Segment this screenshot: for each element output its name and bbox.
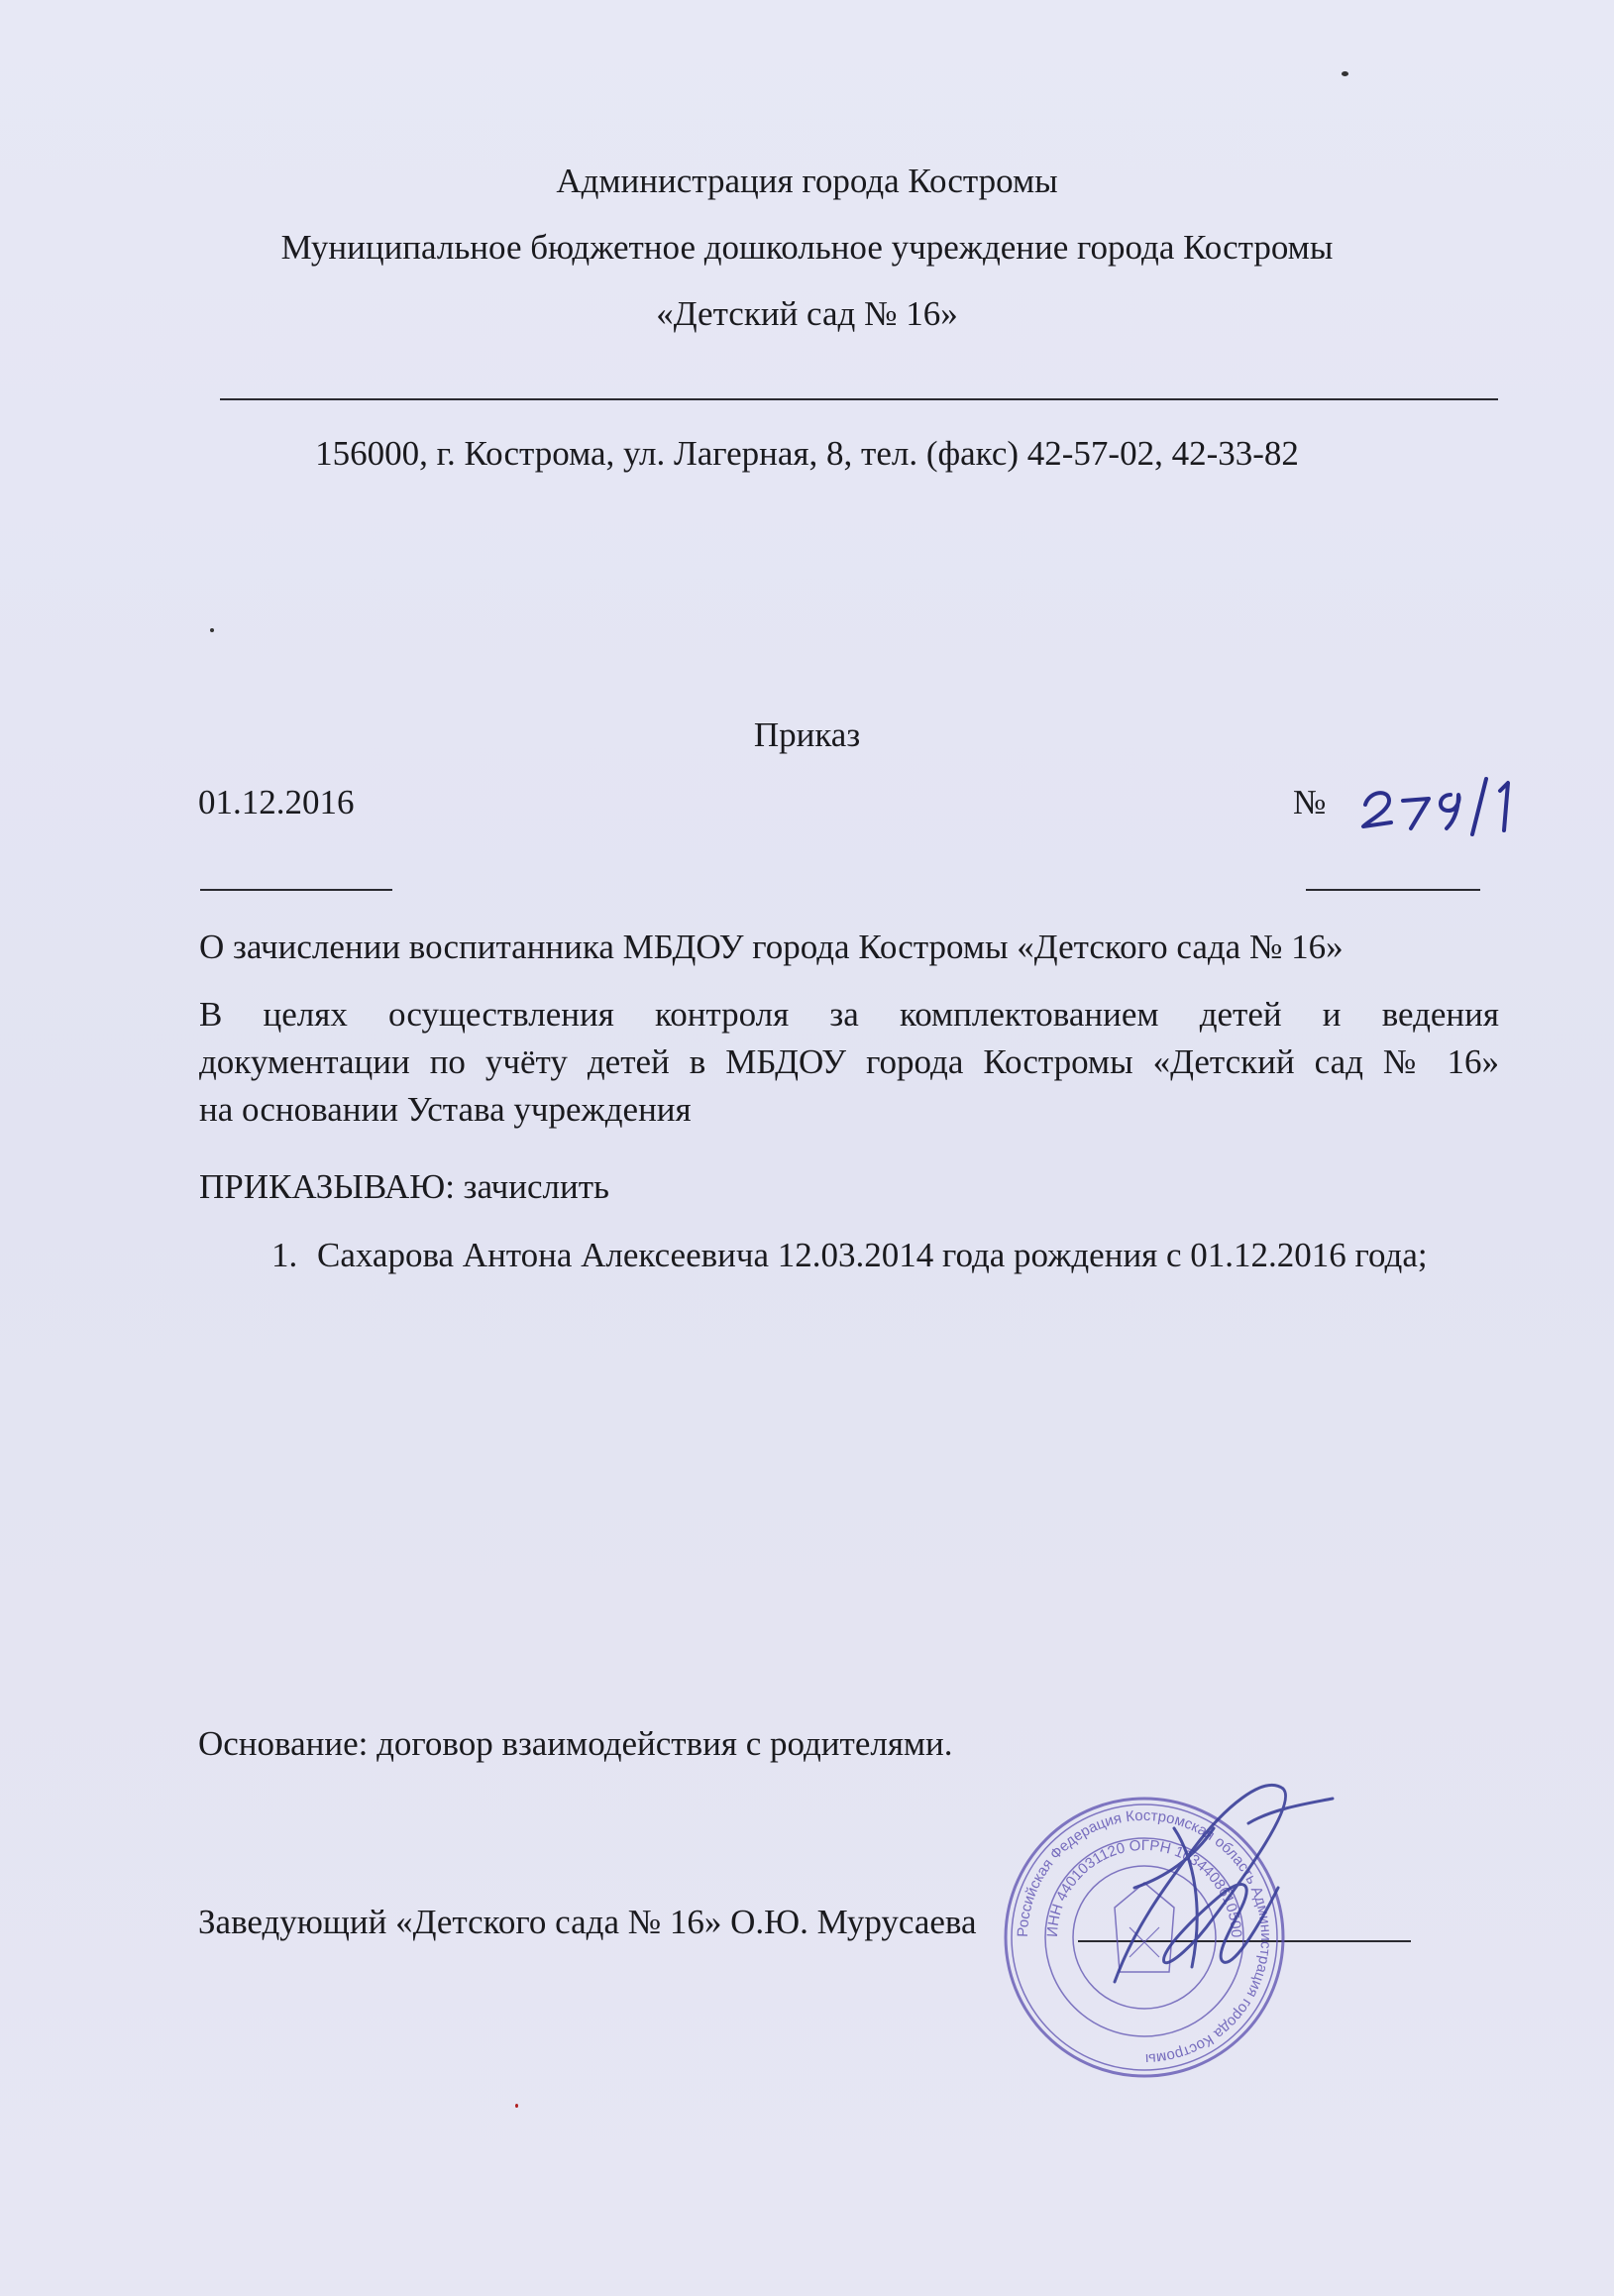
number-underline (1306, 889, 1480, 891)
preamble-line: документации по учёту детей в МБДОУ города Костромы «Детский сад № 16» (199, 1042, 1499, 1081)
handwritten-signature (1075, 1769, 1352, 2007)
paper-speck (1342, 71, 1348, 76)
order-basis: Основание: договор взаимодействия с родителями. (198, 1724, 953, 1763)
signatory-line: Заведующий «Детского сада № 16» О.Ю. Мурусаева (198, 1903, 977, 1941)
date-underline (200, 889, 392, 891)
order-subject: О зачислении воспитанника МБДОУ города Костромы «Детского сада № 16» (199, 928, 1344, 966)
list-item-marker: 1. (271, 1236, 298, 1274)
order-title: Приказ (753, 715, 861, 754)
preamble-line: на основании Устава учреждения (199, 1090, 692, 1129)
order-directive: ПРИКАЗЫВАЮ: зачислить (199, 1167, 609, 1206)
stamp-outer-text: Российская Федерация Костромская область Администрация города Костромы (1014, 1806, 1275, 2068)
list-item: Сахарова Антона Алексеевича 12.03.2014 года рождения с 01.12.2016 года; (317, 1236, 1428, 1274)
header-address: 156000, г. Кострома, ул. Лагерная, 8, тел. (факс) 42-57-02, 42-33-82 (315, 434, 1299, 473)
header-divider (220, 398, 1498, 400)
header-name: «Детский сад № 16» (656, 294, 958, 333)
preamble-line: В целях осуществления контроля за комплектованием детей и ведения (199, 995, 1499, 1034)
order-number-prefix: № (1293, 783, 1327, 821)
paper-speck (210, 628, 214, 632)
order-date: 01.12.2016 (198, 783, 355, 821)
handwritten-number (1355, 765, 1524, 836)
header-institution: Муниципальное бюджетное дошкольное учреждение города Костромы (280, 228, 1334, 267)
order-preamble (199, 991, 1499, 1134)
stamp-inner-text: ИНН 4401031120 ОГРН 1034408610500 (1043, 1836, 1245, 1938)
header-admin: Администрация города Костромы (556, 162, 1058, 200)
paper-speck (515, 2104, 518, 2108)
